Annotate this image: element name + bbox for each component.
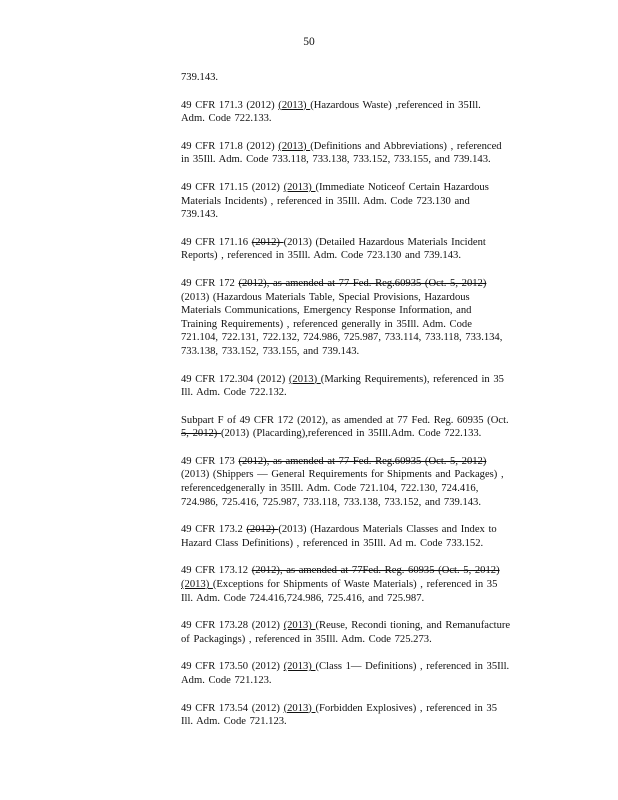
- text-line: [181, 386, 531, 400]
- text-line: [181, 112, 531, 126]
- citation-paragraph: [181, 71, 531, 85]
- struck-text: (2012), as amended at 77 Fed. Reg.60935 (Oct. 5, 2012): [238, 277, 487, 289]
- text-line: [181, 71, 531, 85]
- plain-text: (Class 1— Definitions) , referenced in 35Ill.: [315, 661, 510, 673]
- plain-text: (2013) (Shippers — General Requirements for Shipments and Packages) ,: [181, 469, 504, 481]
- plain-text: 49 CFR 173: [181, 455, 239, 467]
- plain-text: 49 CFR 173.50 (2012): [181, 661, 284, 673]
- plain-text: (2013) (Hazardous Materials Classes and Index to: [278, 524, 497, 536]
- plain-text: Hazard Class Definitions) , referenced in 35Ill. Ad m. Code 733.152.: [181, 537, 484, 549]
- text-line: [181, 291, 531, 305]
- text-line: [181, 195, 531, 209]
- plain-text: 739.143.: [181, 209, 219, 221]
- plain-text: (Hazardous Waste) ,referenced in 35Ill.: [310, 99, 481, 111]
- inserted-text: (2013): [283, 702, 316, 714]
- text-line: [181, 715, 531, 729]
- inserted-text: (2013): [278, 99, 311, 111]
- plain-text: Ill. Adm. Code 721.123.: [181, 716, 287, 728]
- inserted-text: (2013): [181, 579, 213, 591]
- plain-text: 733.138, 733.152, 733.155, and 739.143.: [181, 345, 360, 357]
- citation-paragraph: [181, 523, 531, 550]
- citation-paragraph: [181, 181, 531, 222]
- text-line: [181, 578, 531, 592]
- plain-text: (Reuse, Recondi tioning, and Remanufacture: [315, 620, 511, 632]
- citation-paragraph: [181, 373, 531, 400]
- text-line: [181, 277, 531, 291]
- text-line: [181, 208, 531, 222]
- text-line: [181, 99, 531, 113]
- struck-text: (2012), as amended at 77Fed. Reg. 60935 (Oct. 5, 2012): [251, 565, 500, 577]
- plain-text: (Exceptions for Shipments of Waste Materials) , referenced in 35: [212, 579, 498, 591]
- citation-paragraph: [181, 236, 531, 263]
- plain-text: Subpart F of 49 CFR 172 (2012), as amended at 77 Fed. Reg. 60935 (Oct.: [181, 414, 509, 426]
- inserted-text: (2013): [278, 140, 311, 152]
- text-line: [181, 345, 531, 359]
- struck-text: 5, 2012): [181, 428, 221, 440]
- plain-text: 49 CFR 173.2: [181, 524, 247, 536]
- plain-text: Materials Communications, Emergency Response Information, and: [181, 305, 472, 317]
- plain-text: of Packagings) , referenced in 35Ill. Adm. Code 725.273.: [181, 633, 432, 645]
- citation-paragraph: [181, 702, 531, 729]
- text-line: [181, 181, 531, 195]
- text-line: [181, 523, 531, 537]
- plain-text: referencedgenerally in 35Ill. Adm. Code 721.104, 722.130, 724.416,: [181, 483, 479, 495]
- plain-text: Reports) , referenced in 35Ill. Adm. Code 723.130 and 739.143.: [181, 250, 461, 262]
- citation-paragraph: [181, 277, 531, 359]
- citation-paragraph: [181, 619, 531, 646]
- citation-paragraph: [181, 99, 531, 126]
- struck-text: (2012), as amended at 77 Fed. Reg.60935 (Oct. 5, 2012): [238, 455, 487, 467]
- plain-text: 49 CFR 173.54 (2012): [181, 702, 284, 714]
- plain-text: 49 CFR 173.28 (2012): [181, 620, 284, 632]
- plain-text: (2013) (Placarding),referenced in 35Ill.Adm. Code 722.133.: [220, 428, 482, 440]
- plain-text: (Forbidden Explosives) , referenced in 35: [315, 702, 498, 714]
- text-line: [181, 455, 531, 469]
- citation-paragraph: [181, 455, 531, 509]
- plain-text: Training Requirements) , referenced generally in 35Ill. Adm. Code: [181, 318, 472, 330]
- plain-text: Adm. Code 721.123.: [181, 675, 272, 686]
- inserted-text: (2013): [288, 373, 321, 385]
- text-line: [181, 427, 531, 441]
- plain-text: 49 CFR 172.304 (2012): [181, 373, 289, 385]
- plain-text: 49 CFR 171.8 (2012): [181, 140, 279, 152]
- text-line: [181, 304, 531, 318]
- plain-text: (Marking Requirements), referenced in 35: [320, 373, 504, 385]
- inserted-text: (2013): [283, 620, 316, 632]
- plain-text: in 35Ill. Adm. Code 733.118, 733.138, 733.152, 733.155, and 739.143.: [181, 154, 491, 166]
- citation-paragraph: [181, 140, 531, 167]
- text-line: [181, 331, 531, 345]
- plain-text: 49 CFR 173.12: [181, 565, 252, 577]
- text-line: [181, 564, 531, 578]
- text-line: [181, 373, 531, 387]
- text-line: [181, 660, 531, 674]
- plain-text: Adm. Code 722.133.: [181, 113, 272, 125]
- text-line: [181, 236, 531, 250]
- text-line: [181, 318, 531, 332]
- plain-text: 721.104, 722.131, 722.132, 724.986, 725.987, 733.114, 733.118, 733.134,: [181, 332, 503, 344]
- text-line: [181, 674, 531, 688]
- plain-text: 49 CFR 171.16: [181, 236, 252, 248]
- plain-text: 49 CFR 171.3 (2012): [181, 99, 279, 111]
- text-line: [181, 482, 531, 496]
- page-number: 50: [303, 36, 315, 48]
- struck-text: (2012): [246, 524, 279, 536]
- document-body: [181, 71, 531, 743]
- plain-text: (Immediate Noticeof Certain Hazardous: [315, 181, 489, 193]
- plain-text: 49 CFR 171.15 (2012): [181, 181, 284, 193]
- citation-paragraph: [181, 660, 531, 687]
- text-line: [181, 153, 531, 167]
- plain-text: (2013) (Hazardous Materials Table, Special Provisions, Hazardous: [181, 291, 470, 303]
- citation-paragraph: [181, 564, 531, 605]
- text-line: [181, 592, 531, 606]
- plain-text: 49 CFR 172: [181, 277, 239, 289]
- text-line: [181, 140, 531, 154]
- text-line: [181, 633, 531, 647]
- inserted-text: (2013): [283, 661, 316, 673]
- plain-text: Ill. Adm. Code 722.132.: [181, 387, 287, 399]
- text-line: [181, 537, 531, 551]
- plain-text: (Definitions and Abbreviations) , referenced: [310, 140, 502, 152]
- plain-text: 724.986, 725.416, 725.987, 733.118, 733.138, 733.152, and 739.143.: [181, 496, 481, 508]
- text-line: [181, 619, 531, 633]
- text-line: [181, 496, 531, 510]
- text-line: [181, 468, 531, 482]
- text-line: [181, 249, 531, 263]
- struck-text: (2012): [251, 236, 284, 248]
- plain-text: Materials Incidents) , referenced in 35Ill. Adm. Code 723.130 and: [181, 195, 470, 207]
- plain-text: Ill. Adm. Code 724.416,724.986, 725.416, and 725.987.: [181, 592, 425, 604]
- text-line: [181, 414, 531, 428]
- text-line: [181, 702, 531, 716]
- inserted-text: (2013): [283, 181, 316, 193]
- plain-text: 739.143.: [181, 72, 219, 83]
- plain-text: (2013) (Detailed Hazardous Materials Incident: [283, 236, 486, 248]
- citation-paragraph: [181, 414, 531, 441]
